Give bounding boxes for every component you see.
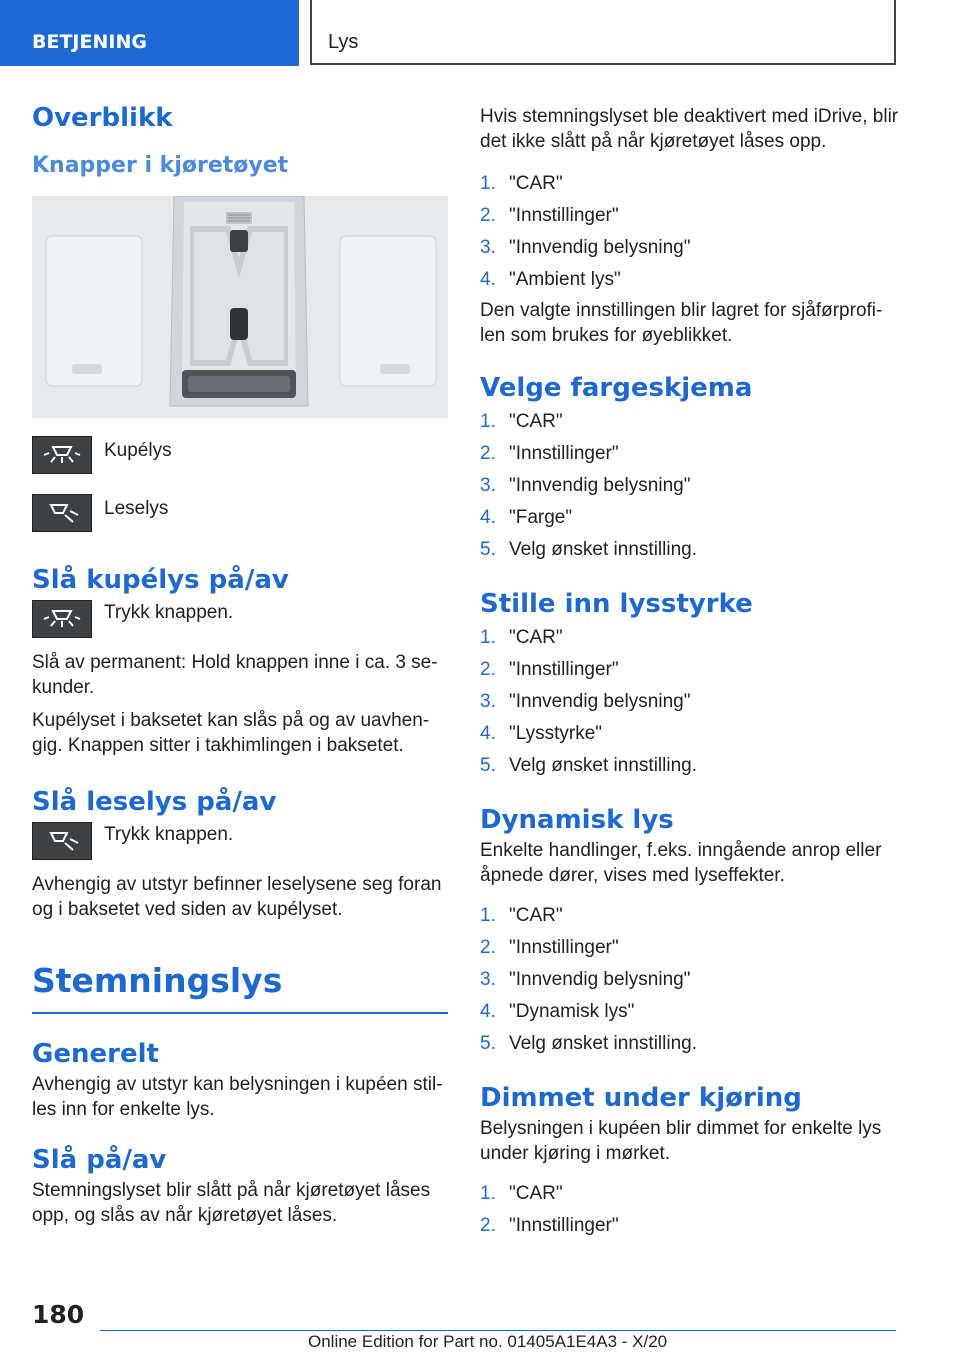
list-item: 4. "Farge" [480, 507, 573, 528]
kupelys-permanent-text: Slå av permanent: Hold knappen inne i ca. 3 sekunder. [32, 652, 438, 698]
section-tab: BETJENING [0, 0, 299, 66]
heading-stille-inn-lysstyrke: Stille inn lysstyrke [480, 589, 753, 619]
steps-farge [480, 406, 900, 566]
symbol-row-kupelys [32, 436, 448, 474]
dynamisk-text: Enkelte handlinger, f.eks. inngående anrop eller åpnede dører, vises med lyseffekter. [480, 840, 882, 886]
chapter-title: Lys [310, 0, 896, 65]
symbol-row-leselys [32, 494, 448, 532]
page-number: 180 [32, 1300, 85, 1329]
leselys-location-text: Avhengig av utstyr befinner leselysene seg foran og i baksetet ved siden av kupélyset. [32, 874, 442, 920]
heading-overview: Overblikk [32, 103, 173, 133]
list-item: 2. "Innstillinger" [480, 443, 619, 464]
heading-generelt: Generelt [32, 1039, 159, 1069]
list-item: 3. "Innvendig belysning" [480, 969, 691, 990]
heading-buttons: Knapper i kjøretøyet [32, 153, 289, 178]
page-footer [0, 1290, 960, 1362]
page-header [0, 0, 960, 66]
list-item: 2. "Innstillinger" [480, 205, 619, 226]
kupelys-press-text: Trykk knappen. [104, 602, 234, 623]
profile-save-text: Den valgte innstillingen blir lagret for sjåførprofilen som brukes for øyeblikket. [480, 300, 883, 346]
dimmet-text: Belysningen i kupéen blir dimmet for enkelte lys under kjøring i mørket. [480, 1118, 882, 1164]
list-item: 1. "CAR" [480, 411, 563, 432]
list-item: 3. "Innvendig belysning" [480, 475, 691, 496]
heading-leselys: Slå leselys på/av [32, 787, 277, 817]
leselys-label: Leselys [104, 498, 169, 519]
list-item: 3. "Innvendig belysning" [480, 237, 691, 258]
symbol-row-kupelys-press [32, 600, 448, 638]
edition-text: Online Edition for Part no. 01405A1E4A3 - X/20 [308, 1332, 668, 1351]
steps-dimmet [480, 1178, 900, 1242]
heading-dynamisk-lys: Dynamisk lys [480, 805, 674, 835]
symbol-row-leselys-press [32, 822, 448, 860]
reading-light-icon [32, 494, 92, 532]
footer-rule [100, 1330, 896, 1331]
generelt-text: Avhengig av utstyr kan belysningen i kupéen stilles inn for enkelte lys. [32, 1074, 443, 1120]
heading-stemningslys: Stemningslys [32, 961, 283, 1000]
list-item: 1. "CAR" [480, 173, 563, 194]
list-item: 5. Velg ønsket innstilling. [480, 539, 697, 560]
reading-light-icon [32, 822, 92, 860]
kupelys-label: Kupélys [104, 440, 172, 461]
leselys-press-text: Trykk knappen. [104, 824, 234, 845]
dome-light-icon [32, 600, 92, 638]
kupelys-rear-text: Kupélyset i baksetet kan slås på og av uavhengig. Knappen sitter i takhimlingen i baksetet. [32, 710, 430, 756]
steps-ambient [480, 168, 900, 296]
list-item: 1. "CAR" [480, 905, 563, 926]
list-item: 2. "Innstillinger" [480, 937, 619, 958]
idrive-note-text: Hvis stemningslyset ble deaktivert med iDrive, blir det ikke slått på når kjøretøyet låses opp. [480, 106, 899, 152]
list-item: 4. "Lysstyrke" [480, 723, 603, 744]
steps-lysstyrke [480, 622, 900, 782]
heading-rule [32, 1012, 448, 1014]
left-column [32, 100, 448, 1228]
right-column [480, 100, 900, 1242]
heading-kupelys: Slå kupélys på/av [32, 565, 289, 595]
sla-pa-av-text: Stemningslyset blir slått på når kjøretøyet låses opp, og slås av når kjøretøyet låses. [32, 1180, 431, 1226]
list-item: 4. "Ambient lys" [480, 269, 621, 290]
roof-console-illustration [32, 196, 448, 418]
dome-light-icon [32, 436, 92, 474]
heading-dimmet: Dimmet under kjøring [480, 1083, 802, 1113]
list-item: 5. Velg ønsket innstilling. [480, 755, 697, 776]
steps-dynamisk [480, 900, 900, 1060]
list-item: 1. "CAR" [480, 1183, 563, 1204]
list-item: 3. "Innvendig belysning" [480, 691, 691, 712]
list-item: 2. "Innstillinger" [480, 1215, 619, 1236]
heading-velge-fargeskjema: Velge fargeskjema [480, 373, 753, 403]
list-item: 5. Velg ønsket innstilling. [480, 1033, 697, 1054]
heading-sla-pa-av: Slå på/av [32, 1145, 167, 1175]
list-item: 1. "CAR" [480, 627, 563, 648]
roof-console-image [32, 196, 448, 418]
list-item: 2. "Innstillinger" [480, 659, 619, 680]
list-item: 4. "Dynamisk lys" [480, 1001, 635, 1022]
